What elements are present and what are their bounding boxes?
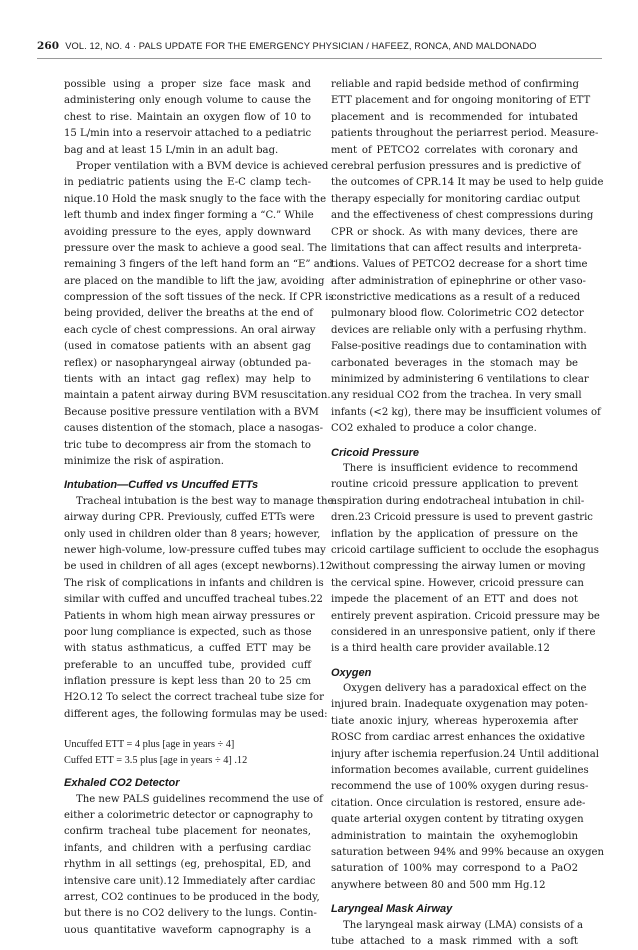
text-line: There is insufficient evidence to recommend [343,462,578,474]
text-line: citation. Once circulation is restored, ensure ade- [331,797,586,809]
text-line: devices are reliable only with a perfusing rhythm. [331,324,587,336]
text-line: nique.10 Hold the mask snugly to the face with the [64,193,327,205]
text-line: causes distention of the stomach, place a nasogas- [64,423,324,435]
left-column [64,77,334,939]
text-line: False-positive readings due to contamination with [331,341,587,353]
text-line: aspiration during endotracheal intubation in chil- [331,495,585,507]
text-line: administering only enough volume to cause the [64,95,311,107]
section-heading: Intubation—Cuffed vs Uncuffed ETTs [64,479,259,492]
text-line: Tracheal intubation is the best way to manage the [76,495,334,507]
text-line: considered in an unresponsive patient, only if there [331,626,596,638]
text-line: placement and is recommended for intubated [331,111,578,123]
text-line: in pediatric patients using the E-C clamp tech- [64,177,311,189]
text-line: entirely prevent aspiration. Cricoid pressure may be [331,610,600,622]
text-line: confirm tracheal tube placement for neonates, [64,826,311,838]
paragraph-gap [331,438,578,445]
text-line: arrest, CO2 continues to be produced in the body, [64,891,320,903]
text-line: dren.23 Cricoid pressure is used to prevent gastric [331,512,593,524]
text-line: possible using a proper size face mask and [64,79,311,90]
text-line: anywhere between 80 and 500 mm Hg.12 [331,879,546,891]
text-line: Patients in whom high mean airway pressures or [64,610,315,622]
text-line: but there is no CO2 delivery to the lungs. Contin- [64,908,317,920]
section-heading: Exhaled CO2 Detector [64,777,180,790]
text-line: similar with cuffed and uncuffed tracheal tubes.22 [64,594,323,606]
text-line: The risk of complications in infants and children is [64,577,324,589]
text-line: CPR or shock. As with many devices, there are [331,226,578,238]
text-line: without compressing the airway lumen or moving [331,561,586,573]
text-line: 15 L/min into a reservoir attached to a pediatric [64,128,312,140]
text-line: the outcomes of CPR.14 It may be used to help guide [331,177,604,189]
text-line: Oxygen delivery has a paradoxical effect on the [343,683,587,695]
text-line: bag and at least 15 L/min in an adult bag. [64,144,279,156]
text-line: after administration of epinephrine or other vaso- [331,275,586,287]
text-line: and the effectiveness of chest compressions during [331,210,594,222]
running-header [37,40,602,54]
paragraph-gap [64,730,311,737]
text-line: carbonated beverages in the stomach may be [331,357,578,369]
text-line: cricoid cartilage sufficient to occlude the esophagus [331,544,599,556]
text-line: tiate anoxic injury, whereas hyperoxemia after [331,715,578,727]
text-line: reliable and rapid bedside method of confirming [331,79,579,90]
text-line: recommend the use of 100% oxygen during resus- [331,781,589,793]
text-line: information becomes available, current guidelines [331,765,589,777]
text-line: rhythm in all settings (eg, prehospital, ED, and [64,859,311,871]
text-line: the cervical spine. However, cricoid pressure can [331,577,584,589]
text-line: limitations that can affect results and interpreta- [331,242,582,254]
text-line: chest to rise. Maintain an oxygen flow of 10 to [64,111,311,123]
text-line: with status asthmaticus, a cuffed ETT may be [64,643,311,655]
text-line: inflation pressure is kept less than 20 to 25 cm [64,676,311,688]
text-line: avoiding pressure to the eyes, apply downward [64,226,311,238]
text-line: cerebral perfusion pressures and is predictive of [331,160,581,172]
text-line: Because positive pressure ventilation with a BVM [64,406,319,418]
text-line: routine cricoid pressure application to prevent [331,479,578,491]
text-line: ETT placement and for ongoing monitoring of ETT [331,95,591,107]
text-line: reflex) or nasopharyngeal airway (obtunded pa- [64,357,311,369]
text-line: inflation by the application of pressure on the [331,528,578,540]
text-line: pressure over the mask to achieve a good seal. The [64,242,327,254]
text-line: remaining 3 fingers of the left hand form an “E” and [64,259,333,271]
text-line: saturation of 100% may correspond to a PaO2 [331,863,578,875]
right-column [331,77,605,950]
paragraph-gap [331,658,578,665]
text-line: tions. Values of PETCO2 decrease for a short time [331,259,588,271]
text-line: tube attached to a mask rimmed with a soft [331,935,578,947]
text-line: The new PALS guidelines recommend the use of [76,793,323,805]
text-line: intensive care unit).12 Immediately after cardiac [64,875,316,887]
text-line: pulmonary blood flow. Colorimetric CO2 detector [331,308,584,320]
text-line: constrictive medications as a result of a reduced [331,292,581,304]
text-line: left thumb and index finger forming a “C.” While [64,210,314,222]
text-line: different ages, the following formulas may be used: [64,708,328,720]
running-title: VOL. 12, NO. 4 · PALS UPDATE FOR THE EMERGENCY PHYSICIAN / HAFEEZ, RONCA, AND MALDONADO [65,41,537,51]
text-line: patients throughout the periarrest period. Measure- [331,128,599,140]
text-line: infants, and children with a perfusing cardiac [64,842,311,854]
section-heading: Laryngeal Mask Airway [331,903,453,916]
text-line: each cycle of chest compressions. An oral airway [64,324,316,336]
paragraph-gap [64,768,311,775]
text-line: either a colorimetric detector or capnography to [64,810,314,822]
paragraph-gap [331,894,578,901]
text-line: only used in children older than 8 years; however, [64,528,321,540]
page-number: 260 [37,40,60,52]
text-line: airway during CPR. Previously, cuffed ETTs were [64,512,315,524]
text-line: being provided, deliver the breaths at the end of [64,308,313,320]
section-heading: Cricoid Pressure [331,446,420,459]
text-line: tric tube to decompress air from the stomach to [64,439,311,451]
text-line: be used in children of all ages (except newborns).12 [64,561,333,573]
paragraph-gap [64,470,311,477]
text-line: injured brain. Inadequate oxygenation may poten- [331,699,588,711]
text-line: minimized by administering 6 ventilations to clear [331,374,589,386]
text-line: quate arterial oxygen content by titrating oxygen [331,814,584,826]
text-line: are placed on the mandible to lift the jaw, avoiding [64,275,325,287]
header-rule [37,58,602,59]
paragraph-gap [64,723,311,730]
text-line: compression of the soft tissues of the neck. If CPR is [64,292,334,304]
text-line: newer high-volume, low-pressure cuffed tubes may [64,544,326,556]
text-line: infants (<2 kg), there may be insufficient volumes of [331,406,601,418]
text-line: is a third health care provider available.12 [331,643,550,655]
text-line: administration to maintain the oxyhemoglobin [331,830,578,842]
formula-line: Uncuffed ETT = 4 plus [age in years ÷ 4] [64,739,235,751]
section-heading: Oxygen [331,666,372,679]
text-line: The laryngeal mask airway (LMA) consists of a [343,919,584,931]
text-line: therapy especially for monitoring cardiac output [331,193,580,205]
text-line: preferable to an uncuffed tube, provided cuff [64,659,311,671]
text-line: ROSC from cardiac arrest enhances the oxidative [331,732,585,744]
text-line: saturation between 94% and 99% because an oxygen [331,846,605,858]
text-line: poor lung compliance is expected, such as those [64,626,312,638]
text-line: uous quantitative waveform capnography is a [64,924,311,936]
text-line: H2O.12 To select the correct tracheal tube size for [64,692,324,704]
text-line: ment of PETCO2 correlates with coronary and [331,144,578,156]
text-line: Proper ventilation with a BVM device is achieved [76,160,329,172]
text-line: (used in comatose patients with an absent gag [64,341,311,353]
text-line: tients with an intact gag reflex) may help to [64,374,311,386]
text-line: minimize the risk of aspiration. [64,455,224,467]
formula-line: Cuffed ETT = 3.5 plus [age in years ÷ 4] .12 [64,754,248,766]
text-line: maintain a patent airway during BVM resuscitation. [64,390,331,402]
text-line: injury after ischemia reperfusion.24 Until additional [331,748,600,760]
text-line: CO2 exhaled to produce a color change. [331,423,537,435]
text-line: impede the placement of an ETT and does not [331,594,578,606]
text-line: any residual CO2 from the trachea. In very small [331,390,582,402]
